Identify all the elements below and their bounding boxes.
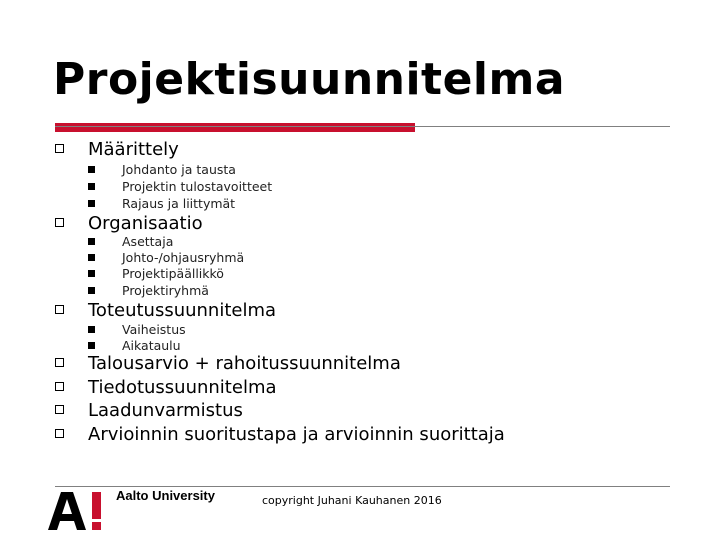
sub-bullet-label: Rajaus ja liittymät (122, 196, 236, 211)
sub-bullet-label: Vaiheistus (122, 322, 186, 337)
bullet-label: Toteutussuunnitelma (88, 300, 277, 321)
slide-title: Projektisuunnitelma (53, 54, 566, 105)
filled-square-bullet-icon (88, 200, 95, 207)
sub-bullet-label: Johto-/ohjausryhmä (122, 250, 245, 265)
filled-square-bullet-icon (88, 342, 95, 349)
hollow-square-bullet-icon (55, 382, 64, 391)
title-divider (55, 126, 670, 127)
hollow-square-bullet-icon (55, 305, 64, 314)
hollow-square-bullet-icon (55, 358, 64, 367)
bullet-label: Talousarvio + rahoitussuunnitelma (88, 353, 401, 374)
logo-text: Aalto University (116, 488, 215, 503)
filled-square-bullet-icon (88, 254, 95, 261)
filled-square-bullet-icon (88, 287, 95, 294)
aalto-logo-icon (46, 490, 106, 532)
filled-square-bullet-icon (88, 326, 95, 333)
filled-square-bullet-icon (88, 183, 95, 190)
hollow-square-bullet-icon (55, 218, 64, 227)
copyright-text: copyright Juhani Kauhanen 2016 (262, 494, 442, 507)
bullet-label: Määrittely (88, 139, 179, 160)
sub-bullet-label: Johdanto ja tausta (122, 162, 236, 177)
bullet-label: Tiedotussuunnitelma (88, 377, 277, 398)
hollow-square-bullet-icon (55, 144, 64, 153)
filled-square-bullet-icon (88, 270, 95, 277)
hollow-square-bullet-icon (55, 429, 64, 438)
bullet-label: Arvioinnin suoritustapa ja arvioinnin suorittaja (88, 424, 505, 445)
sub-bullet-label: Projektiryhmä (122, 283, 209, 298)
bullet-label: Laadunvarmistus (88, 400, 243, 421)
sub-bullet-label: Projektin tulostavoitteet (122, 179, 273, 194)
filled-square-bullet-icon (88, 166, 95, 173)
sub-bullet-label: Asettaja (122, 234, 174, 249)
sub-bullet-label: Aikataulu (122, 338, 181, 353)
hollow-square-bullet-icon (55, 405, 64, 414)
bullet-label: Organisaatio (88, 213, 203, 234)
title-accent-bar (55, 123, 415, 132)
filled-square-bullet-icon (88, 238, 95, 245)
footer-divider (55, 486, 670, 487)
sub-bullet-label: Projektipäällikkö (122, 266, 224, 281)
